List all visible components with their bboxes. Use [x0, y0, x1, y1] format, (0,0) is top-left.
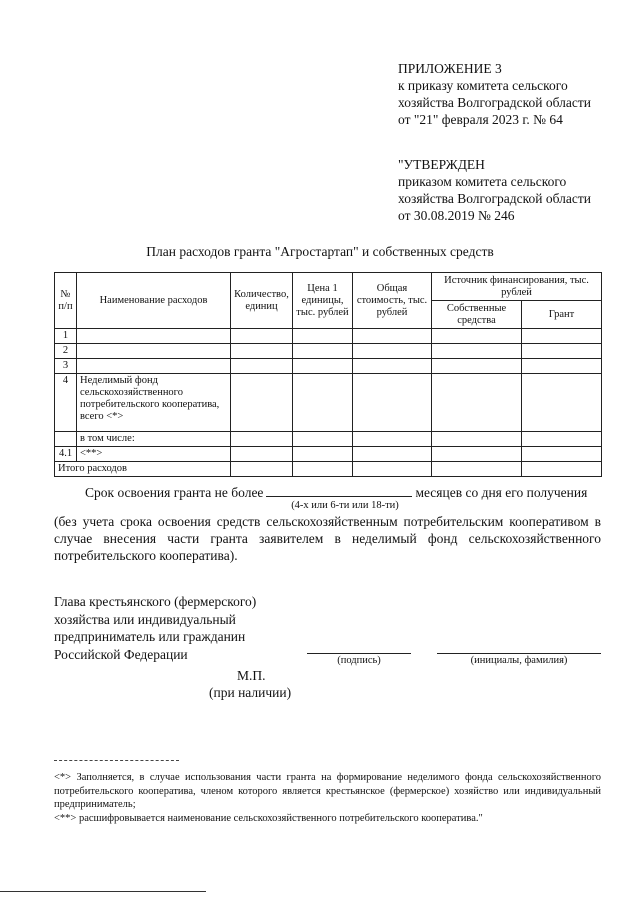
table-total-row [55, 462, 602, 477]
table-row [55, 344, 602, 359]
signatory-line: Российской Федерации [54, 646, 188, 662]
empty-cell [293, 344, 353, 359]
empty-cell [353, 462, 432, 477]
empty-cell [432, 432, 522, 447]
empty-cell [432, 329, 522, 344]
appendix-date: от "21" февраля 2023 г. № 64 [398, 112, 563, 127]
empty-cell [432, 374, 522, 432]
empty-cell [293, 329, 353, 344]
row-name [77, 359, 231, 374]
empty-cell [353, 344, 432, 359]
row-num: 3 [55, 359, 77, 374]
header-total: Общая стоимость, тыс. рублей [353, 273, 432, 329]
page-bottom-rule [0, 891, 206, 892]
table-row [55, 329, 602, 344]
empty-cell [353, 329, 432, 344]
empty-cell [432, 359, 522, 374]
stamp-note: (при наличии) [209, 685, 292, 700]
term-blank-field [266, 484, 412, 497]
row-num: 2 [55, 344, 77, 359]
empty-cell [293, 432, 353, 447]
table-row [55, 447, 602, 462]
row-name: в том числе: [77, 432, 231, 447]
appendix-line: хозяйства Волгоградской области [398, 95, 591, 110]
term-hint: (4-х или 6-ти или 18-ти) [291, 500, 399, 511]
document-title: План расходов гранта "Агростартап" и собственных средств [146, 244, 494, 259]
header-grant: Грант [522, 301, 602, 329]
term-suffix: месяцев со дня его получения [415, 485, 588, 500]
footnote-2: <**> расшифровывается наименование сельскохозяйственного потребительского кооператива." [54, 812, 483, 824]
empty-cell [522, 329, 602, 344]
row-num: 4.1 [55, 447, 77, 462]
row-name [77, 329, 231, 344]
name-caption: (инициалы, фамилия) [470, 655, 568, 666]
empty-cell [231, 432, 293, 447]
table-row [55, 432, 602, 447]
empty-cell [522, 359, 602, 374]
row-num: 4 [55, 374, 77, 432]
row-name: <**> [77, 447, 231, 462]
approval-block [398, 156, 591, 224]
empty-cell [231, 374, 293, 432]
footnotes [54, 771, 601, 825]
empty-cell [231, 462, 293, 477]
empty-cell [432, 447, 522, 462]
header-num: № п/п [55, 273, 77, 329]
row-num: 1 [55, 329, 77, 344]
header-price: Цена 1 единицы, тыс. рублей [293, 273, 353, 329]
empty-cell [353, 432, 432, 447]
appendix-block [398, 60, 591, 128]
signature-field [307, 653, 411, 654]
empty-cell [522, 462, 602, 477]
empty-cell [353, 447, 432, 462]
header-qty: Количество, единиц [231, 273, 293, 329]
empty-cell [432, 462, 522, 477]
appendix-title: ПРИЛОЖЕНИЕ 3 [398, 61, 502, 76]
row-num [55, 432, 77, 447]
signature-caption: (подпись) [337, 655, 381, 666]
empty-cell [231, 359, 293, 374]
empty-cell [293, 462, 353, 477]
footnote-1: <*> Заполняется, в случае использования части гранта на формирование неделимого фонда сельскохозяйственного потребительского кооператива, членом которого является крестьянское (фермерское) хозяйство или индивидуальный предприниматель; [54, 772, 601, 810]
empty-cell [522, 432, 602, 447]
approval-line: приказом комитета сельского [398, 174, 567, 189]
empty-cell [293, 359, 353, 374]
footnote-separator [54, 760, 179, 761]
term-prefix: Срок освоения гранта не более [85, 485, 264, 500]
empty-cell [353, 359, 432, 374]
header-own: Собственные средства [432, 301, 522, 329]
empty-cell [231, 344, 293, 359]
row-name [77, 344, 231, 359]
row-name: Неделимый фонд сельскохозяйственного потребительского кооператива, всего <*> [77, 374, 231, 432]
header-name: Наименование расходов [77, 273, 231, 329]
expense-table [54, 272, 602, 477]
empty-cell [522, 374, 602, 432]
empty-cell [522, 447, 602, 462]
empty-cell [432, 344, 522, 359]
approval-line: хозяйства Волгоградской области [398, 191, 591, 206]
term-note: (без учета срока освоения средств сельскохозяйственным потребительским кооперативом в случае внесения части гранта заявителем в неделимый фонд сельскохозяйственного потребительского кооператива). [54, 514, 601, 563]
signatory-block [54, 593, 256, 663]
approval-date: от 30.08.2019 № 246 [398, 208, 515, 223]
empty-cell [522, 344, 602, 359]
term-line [85, 484, 587, 501]
total-label: Итого расходов [55, 462, 231, 477]
appendix-line: к приказу комитета сельского [398, 78, 568, 93]
signatory-line: хозяйства или индивидуальный [54, 611, 236, 627]
table-row [55, 374, 602, 432]
empty-cell [293, 447, 353, 462]
empty-cell [231, 329, 293, 344]
table-row [55, 359, 602, 374]
name-field [437, 653, 601, 654]
empty-cell [231, 447, 293, 462]
stamp-label: М.П. [237, 668, 266, 683]
header-source: Источник финансирования, тыс. рублей [432, 273, 602, 301]
empty-cell [293, 374, 353, 432]
signatory-line: предприниматель или гражданин [54, 629, 246, 644]
signatory-line: Глава крестьянского (фермерского) [54, 594, 257, 609]
empty-cell [353, 374, 432, 432]
approval-title: "УТВЕРЖДЕН [398, 157, 485, 172]
